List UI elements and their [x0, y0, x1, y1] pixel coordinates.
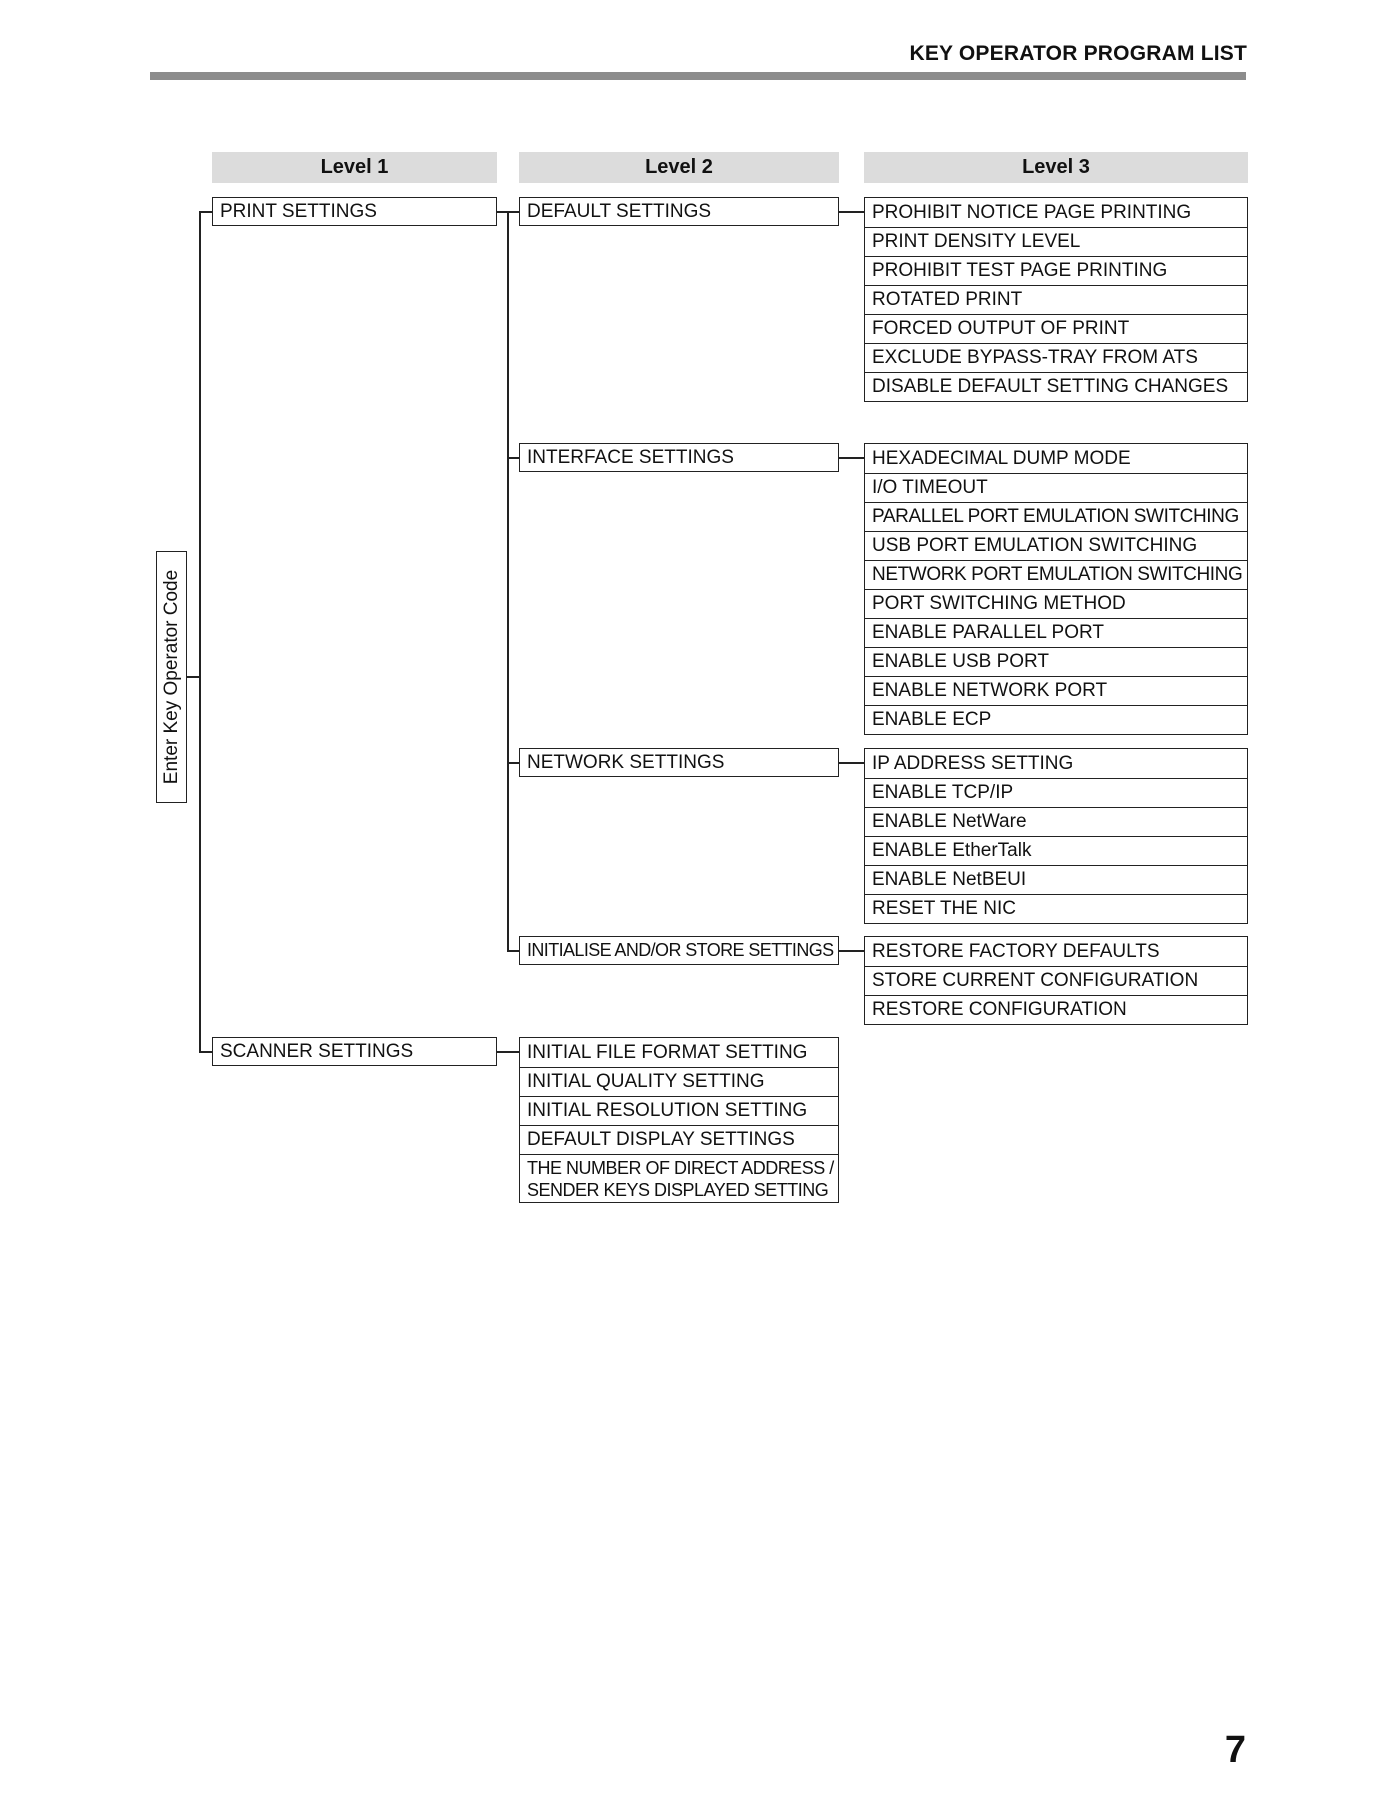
list-item: NETWORK PORT EMULATION SWITCHING [865, 560, 1247, 589]
list-item: EXCLUDE BYPASS-TRAY FROM ATS [865, 343, 1247, 372]
connector-network-to-level3 [839, 762, 864, 764]
list-item: RESTORE FACTORY DEFAULTS [872, 940, 1160, 962]
interface-settings-node: INTERFACE SETTINGS [519, 443, 839, 472]
list-item: HEXADECIMAL DUMP MODE [872, 447, 1131, 469]
network-settings-node: NETWORK SETTINGS [519, 748, 839, 777]
connector-level1-trunk [199, 211, 201, 1051]
list-item: I/O TIMEOUT [865, 473, 1247, 502]
list-item: FORCED OUTPUT OF PRINT [865, 314, 1247, 343]
default-settings-list [864, 197, 1248, 402]
list-item: ENABLE USB PORT [865, 647, 1247, 676]
connector-scanner-to-level2 [497, 1051, 519, 1053]
list-item: ROTATED PRINT [865, 285, 1247, 314]
initialise-settings-node: INITIALISE AND/OR STORE SETTINGS [519, 936, 839, 965]
print-settings-node: PRINT SETTINGS [212, 197, 497, 226]
list-item: INITIAL FILE FORMAT SETTING [527, 1041, 808, 1063]
level-3-heading: Level 3 [864, 152, 1248, 183]
connector-level2-trunk [507, 211, 509, 951]
level-1-heading: Level 1 [212, 152, 497, 183]
list-item: USB PORT EMULATION SWITCHING [865, 531, 1247, 560]
root-node [156, 551, 187, 803]
list-item: ENABLE TCP/IP [865, 778, 1247, 807]
list-item: IP ADDRESS SETTING [872, 752, 1074, 774]
connector-scanner-settings [199, 1051, 212, 1053]
scanner-settings-node: SCANNER SETTINGS [212, 1037, 497, 1066]
list-item: ENABLE EtherTalk [865, 836, 1247, 865]
connector-initialise [507, 950, 519, 952]
connector-interface-to-level3 [839, 457, 864, 459]
connector-interface [507, 457, 519, 459]
list-item: ENABLE NETWORK PORT [865, 676, 1247, 705]
scanner-settings-list [519, 1037, 839, 1203]
list-item: STORE CURRENT CONFIGURATION [865, 966, 1247, 995]
list-item: INITIAL RESOLUTION SETTING [520, 1096, 838, 1125]
list-item: ENABLE NetBEUI [865, 865, 1247, 894]
header-rule [150, 72, 1246, 80]
root-label: Enter Key Operator Code [160, 569, 182, 785]
list-item: ENABLE ECP [865, 705, 1247, 734]
list-item: DISABLE DEFAULT SETTING CHANGES [865, 372, 1247, 401]
list-item: INITIAL QUALITY SETTING [520, 1067, 838, 1096]
page-header-title: KEY OPERATOR PROGRAM LIST [909, 42, 1247, 65]
default-settings-node: DEFAULT SETTINGS [519, 197, 839, 226]
connector-default-to-level3 [839, 211, 864, 213]
list-item: PRINT DENSITY LEVEL [865, 227, 1247, 256]
list-item: THE NUMBER OF DIRECT ADDRESS / SENDER KEYS DISPLAYED SETTING [520, 1154, 838, 1202]
list-item: ENABLE PARALLEL PORT [865, 618, 1247, 647]
connector-network [507, 762, 519, 764]
list-item: PARALLEL PORT EMULATION SWITCHING [865, 502, 1247, 531]
list-item: PORT SWITCHING METHOD [865, 589, 1247, 618]
connector-initialise-to-level3 [839, 950, 864, 952]
level-2-heading: Level 2 [519, 152, 839, 183]
page-number: 7 [1224, 1729, 1246, 1771]
connector-print-settings [199, 211, 212, 213]
list-item: PROHIBIT TEST PAGE PRINTING [865, 256, 1247, 285]
list-item: ENABLE NetWare [865, 807, 1247, 836]
list-item: DEFAULT DISPLAY SETTINGS [520, 1125, 838, 1154]
list-item: RESTORE CONFIGURATION [865, 995, 1247, 1024]
initialise-settings-list [864, 936, 1248, 1025]
list-item: PROHIBIT NOTICE PAGE PRINTING [872, 201, 1192, 223]
interface-settings-list [864, 443, 1248, 735]
list-item: RESET THE NIC [865, 894, 1247, 923]
network-settings-list [864, 748, 1248, 924]
